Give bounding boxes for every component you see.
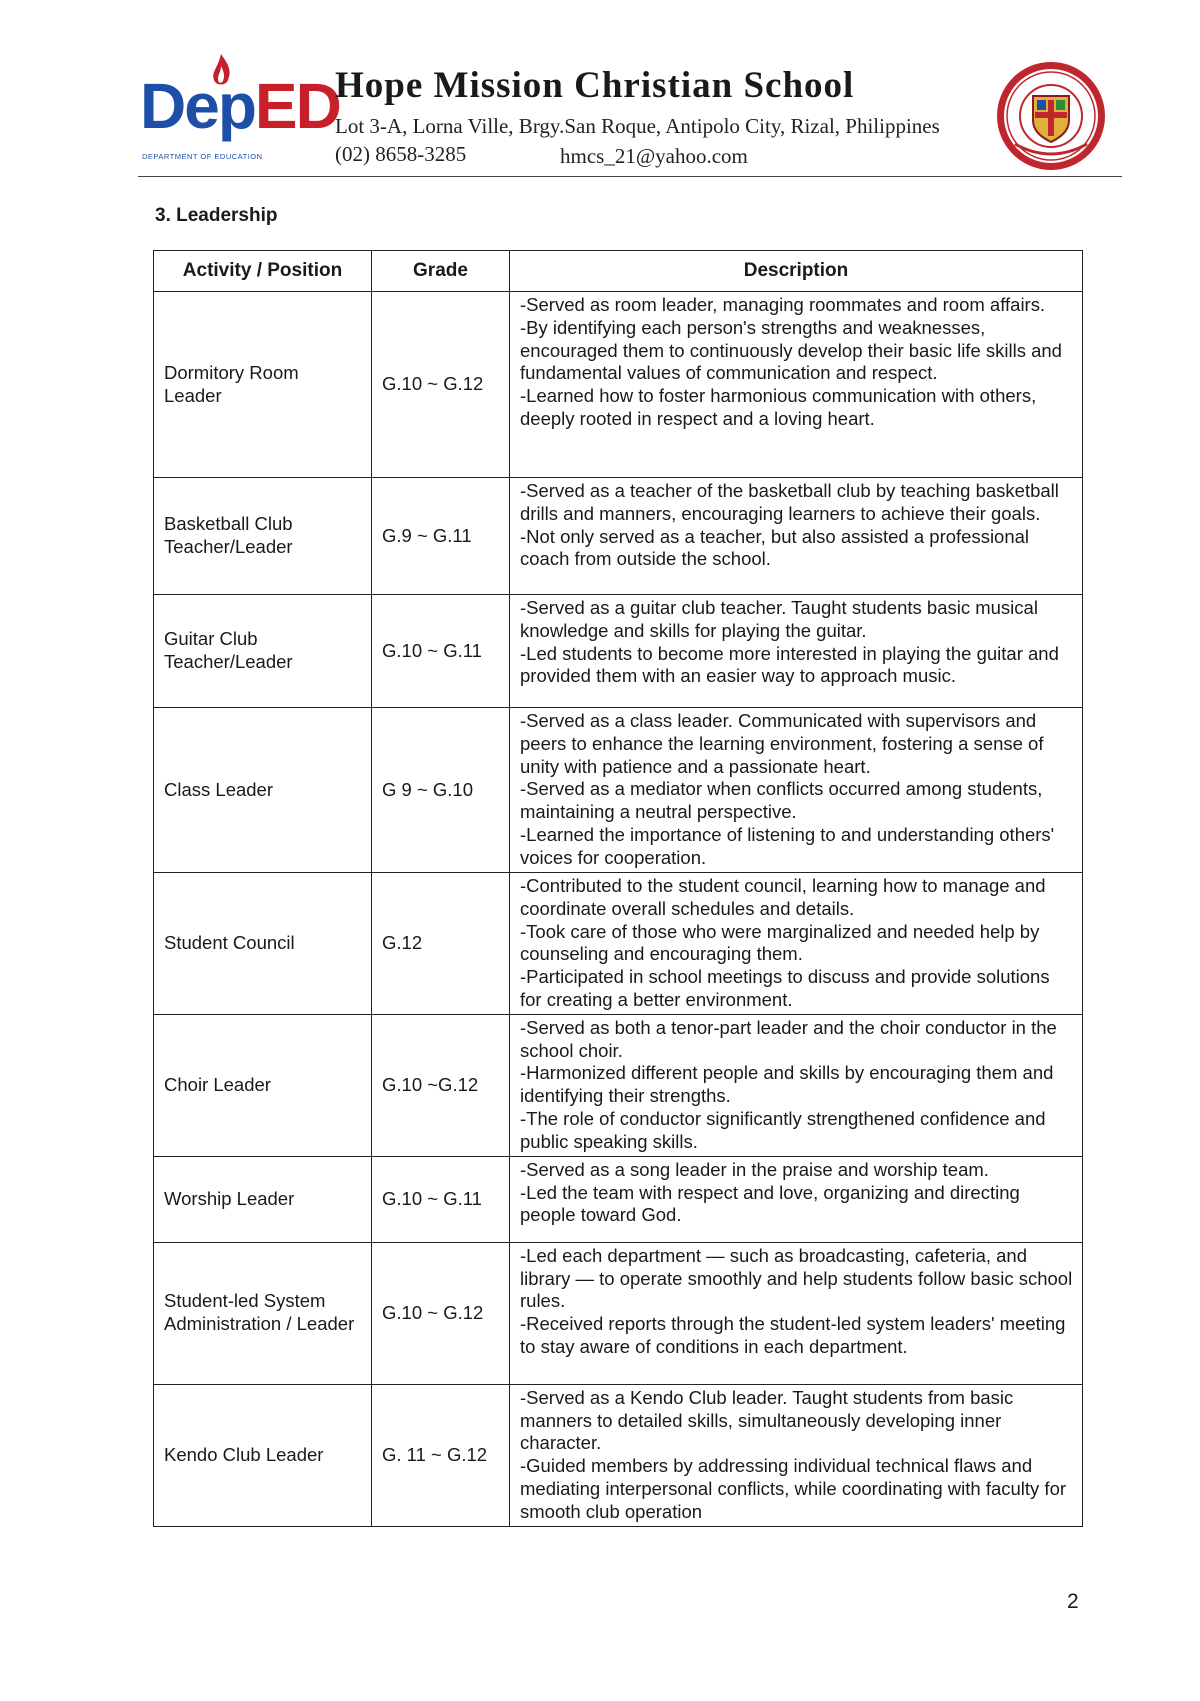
table-row: [154, 873, 1083, 1015]
activity-cell: Choir Leader: [154, 1014, 372, 1156]
description-cell: [510, 1384, 1083, 1526]
grade-cell: G.10 ~ G.12: [372, 292, 510, 478]
description-cell: [510, 595, 1083, 708]
deped-logo: [140, 52, 340, 167]
grade-cell: G. 11 ~ G.12: [372, 1384, 510, 1526]
description-cell: [510, 708, 1083, 873]
description-cell: [510, 292, 1083, 478]
grade-cell: G.10 ~ G.11: [372, 1156, 510, 1242]
activity-cell: Basketball Club Teacher/Leader: [154, 478, 372, 595]
table-row: [154, 1242, 1083, 1384]
header-grade: Grade: [372, 251, 510, 292]
school-name: Hope Mission Christian School: [335, 65, 855, 106]
header-description: Description: [510, 251, 1083, 292]
description-line: -Learned how to foster harmonious communication with others, deeply rooted in respect and a loving heart.: [520, 385, 1037, 429]
table-row: [154, 292, 1083, 478]
header-divider: [138, 176, 1122, 177]
school-seal-icon: [995, 60, 1107, 172]
description-line: -Led the team with respect and love, organizing and directing people toward God.: [520, 1181, 1020, 1226]
grade-cell: G.10 ~G.12: [372, 1014, 510, 1156]
description-line: -Received reports through the student-led system leaders' meeting to stay aware of conditions in each department.: [520, 1313, 1066, 1357]
description-cell: [510, 873, 1083, 1015]
deped-subtitle: DEPARTMENT OF EDUCATION: [142, 152, 263, 161]
description-line: -Not only served as a teacher, but also assisted a professional coach from outside the school.: [520, 525, 1030, 570]
activity-cell: Student-led System Administration / Leader: [154, 1242, 372, 1384]
description-line: -Served as both a tenor-part leader and the choir conductor in the school choir.: [520, 1016, 1057, 1061]
table-row: [154, 595, 1083, 708]
description-line: -Guided members by addressing individual technical flaws and mediating interpersonal conflicts, while coordinating with faculty for smooth club operation: [520, 1455, 1067, 1522]
activity-cell: Class Leader: [154, 708, 372, 873]
table-header-row: [154, 251, 1083, 292]
page-number: 2: [1067, 1590, 1079, 1613]
description-line: -Participated in school meetings to discuss and provide solutions for creating a better environment.: [520, 966, 1050, 1010]
description-cell: [510, 478, 1083, 595]
grade-cell: G.9 ~ G.11: [372, 478, 510, 595]
table-row: [154, 1014, 1083, 1156]
activity-cell: Kendo Club Leader: [154, 1384, 372, 1526]
activity-cell: Student Council: [154, 873, 372, 1015]
description-line: -Served as a Kendo Club leader. Taught students from basic manners to detailed skills, simultaneously developing inner character.: [520, 1386, 1014, 1454]
activity-cell: Dormitory Room Leader: [154, 292, 372, 478]
grade-cell: G.10 ~ G.11: [372, 595, 510, 708]
description-line: -By identifying each person's strengths and weaknesses, encouraged them to continuously develop their basic life skills and fundamental values of communication and respect.: [520, 316, 1062, 384]
table-row: [154, 1156, 1083, 1242]
description-line: -Served as a guitar club teacher. Taught students basic musical knowledge and skills for playing the guitar.: [520, 597, 1038, 641]
school-address: Lot 3-A, Lorna Ville, Brgy.San Roque, Antipolo City, Rizal, Philippines: [335, 114, 940, 138]
description-line: -Served as a class leader. Communicated with supervisors and peers to enhance the learning environment, fostering a sense of unity with patience and a passionate heart.: [520, 710, 1044, 777]
description-line: -Contributed to the student council, learning how to manage and coordinate overall schedules and details.: [520, 875, 1046, 919]
description-line: -Harmonized different people and skills by encouraging them and identifying their strengths.: [520, 1062, 1054, 1107]
deped-wordmark: DepED: [140, 70, 340, 142]
description-line: -Led students to become more interested in playing the guitar and provided them with an easier way to approach music.: [520, 642, 1059, 687]
table-row: [154, 478, 1083, 595]
school-phone: (02) 8658-3285: [335, 142, 467, 166]
grade-cell: G 9 ~ G.10: [372, 708, 510, 873]
description-line: -Took care of those who were marginalized and needed help by counseling and encouraging them.: [520, 920, 1040, 965]
table-row: [154, 1384, 1083, 1526]
activity-cell: Worship Leader: [154, 1156, 372, 1242]
description-cell: [510, 1156, 1083, 1242]
header-activity: Activity / Position: [154, 251, 372, 292]
description-line: -Learned the importance of listening to and understanding others' voices for cooperation.: [520, 823, 1055, 868]
grade-cell: G.10 ~ G.12: [372, 1242, 510, 1384]
activity-cell: Guitar Club Teacher/Leader: [154, 595, 372, 708]
leadership-table: [153, 250, 1083, 1527]
school-email: hmcs_21@yahoo.com: [560, 144, 748, 168]
description-cell: [510, 1242, 1083, 1384]
description-line: -The role of conductor significantly strengthened confidence and public speaking skills.: [520, 1107, 1046, 1152]
description-line: -Served as room leader, managing roommates and room affairs.: [520, 294, 1046, 315]
description-line: -Served as a teacher of the basketball club by teaching basketball drills and manners, encouraging learners to achieve their goals.: [520, 480, 1059, 524]
section-title: 3. Leadership: [155, 205, 278, 226]
table-row: [154, 708, 1083, 873]
grade-cell: G.12: [372, 873, 510, 1015]
description-cell: [510, 1014, 1083, 1156]
description-line: -Led each department — such as broadcasting, cafeteria, and library — to operate smoothly and help students follow basic school rules.: [520, 1244, 1073, 1312]
description-line: -Served as a mediator when conflicts occurred among students, maintaining a neutral perspective.: [520, 778, 1043, 823]
description-line: -Served as a song leader in the praise and worship team.: [520, 1158, 989, 1180]
